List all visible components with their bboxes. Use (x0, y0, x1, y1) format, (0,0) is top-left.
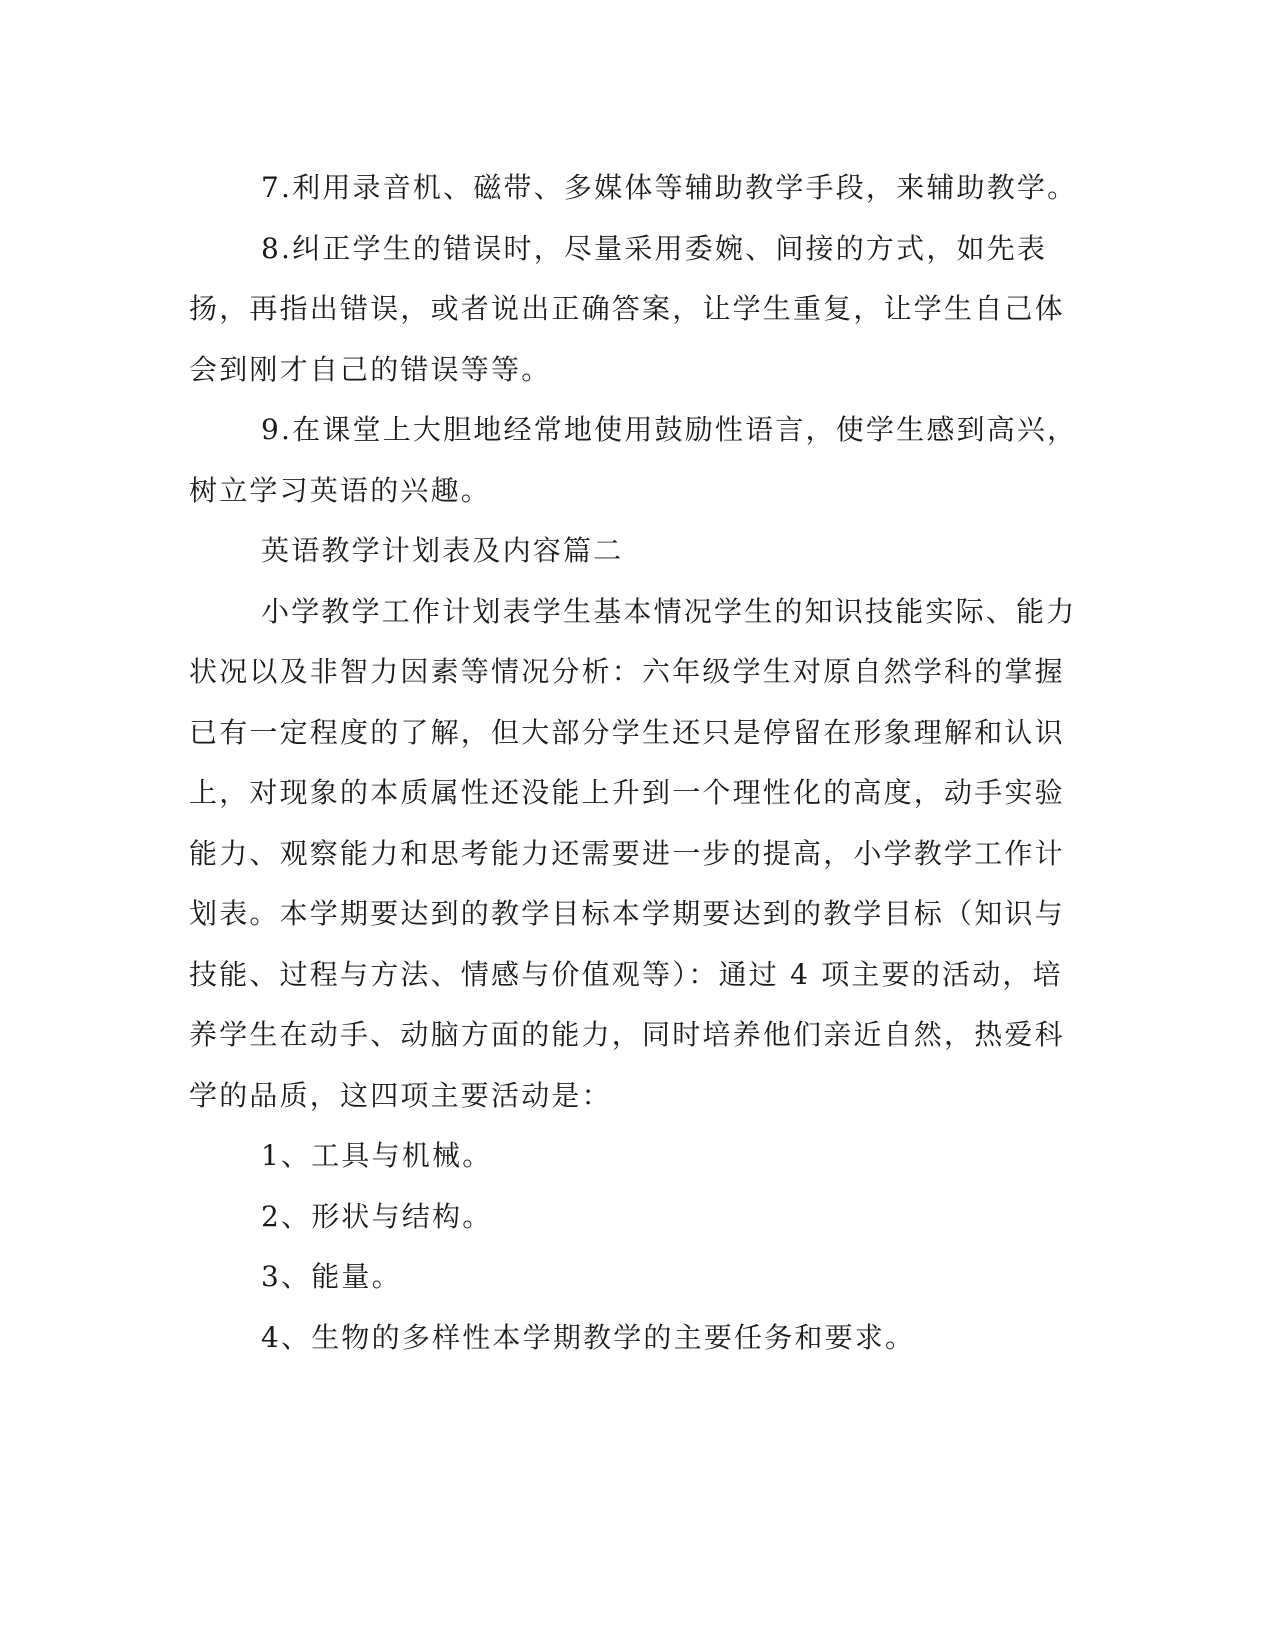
body-paragraph: 小学教学工作计划表学生基本情况学生的知识技能实际、能力状况以及非智力因素等情况分析：六年级学生对原自然学科的掌握已有一定程度的了解，但大部分学生还只是停留在形象理解和认识上，对现象的本质属性还没能上升到一个理性化的高度，动手实验能力、观察能力和思考能力还需要进一步的提高，小学教学工作计划表。本学期要达到的教学目标本学期要达到的教学目标（知识与技能、过程与方法、情感与价值观等）：通过 4 项主要的活动，培养学生在动手、动脑方面的能力，同时培养他们亲近自然，热爱科学的品质，这四项主要活动是： (189, 594, 1077, 1112)
section-heading: 英语教学计划表及内容篇二 (261, 534, 624, 567)
paragraph-item-7: 7.利用录音机、磁带、多媒体等辅助教学手段，来辅助教学。 (261, 171, 1078, 204)
list-item-3: 3、能量。 (261, 1260, 402, 1293)
list-item-1: 1、工具与机械。 (261, 1139, 493, 1172)
paragraph-item-8: 8.纠正学生的错误时，尽量采用委婉、间接的方式，如先表扬，再指出错误，或者说出正确答案，让学生重复，让学生自己体会到刚才自己的错误等等。 (189, 231, 1065, 386)
paragraph-item-9: 9.在课堂上大胆地经常地使用鼓励性语言，使学生感到高兴，树立学习英语的兴趣。 (189, 413, 1078, 507)
list-item-2: 2、形状与结构。 (261, 1199, 493, 1233)
document-body (189, 158, 1089, 1368)
list-item-4: 4、生物的多样性本学期教学的主要任务和要求。 (261, 1320, 916, 1354)
